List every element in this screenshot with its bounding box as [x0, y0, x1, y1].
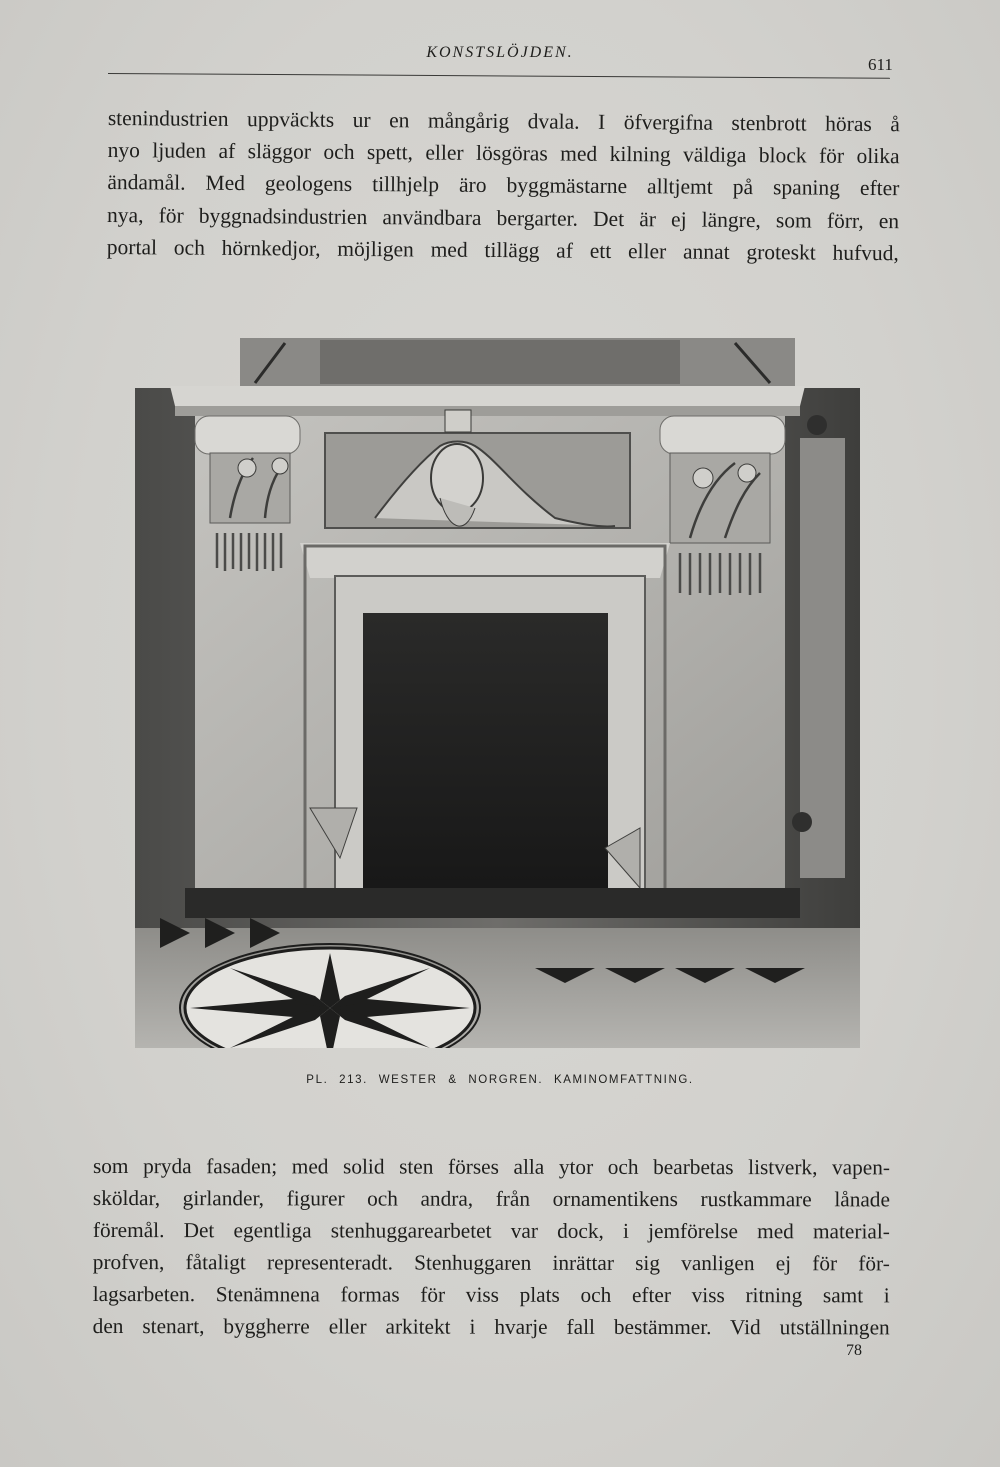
text-line: sköldar, girlander, figurer och andra, från ornamentikens rustkammare lånade [92, 1186, 890, 1212]
fire-opening [363, 613, 608, 903]
running-title: KONSTSLÖJDEN. [426, 44, 574, 61]
mantel-shelf [170, 386, 805, 406]
page-number: 611 [868, 55, 893, 74]
body-paragraph-bottom [93, 1150, 890, 1344]
signature-mark: 78 [846, 1342, 862, 1359]
text-line: stenindustrien uppväckts ur en mångårig dvala. I öfvergifna stenbrott höras å [107, 105, 900, 137]
fireplace-photograph [135, 328, 860, 1048]
text-line: nya, för byggnadsindustrien användbara bergarter. Det är ej längre, som förr, en [107, 202, 900, 233]
text-line: föremål. Det egentliga stenhuggarearbetet var dock, i jemförelse med material- [92, 1218, 890, 1244]
text-line: ändamål. Med geologens tillhjelp äro byggmästarne alltjemt på spaning efter [107, 170, 900, 201]
hearth-plinth [185, 888, 800, 918]
figure-caption: PL. 213. WESTER & NORGREN. KAMINOMFATTNING. [306, 1074, 694, 1086]
text-line: som pryda fasaden; med solid sten förses alla ytor och bearbetas listverk, vapen- [92, 1154, 890, 1180]
text-line: nyo ljuden af släggor och spett, eller lösgöras med kilning väldiga block för olika [107, 138, 900, 169]
text-line: den stenart, byggherre eller arkitekt i hvarje fall bestämmer. Vid utställningen [92, 1314, 890, 1340]
header-rule [108, 73, 890, 79]
text-line: portal och hörnkedjor, möjligen med tillägg af ett eller annat groteskt hufvud, [106, 234, 899, 266]
text-line: lagsarbeten. Stenämnena formas för viss plats och efter viss ritning samt i [92, 1282, 890, 1308]
text-line: profven, fåtaligt representeradt. Stenhuggaren inrättar sig vanligen ej för för- [92, 1250, 890, 1276]
body-paragraph-top [107, 102, 900, 269]
